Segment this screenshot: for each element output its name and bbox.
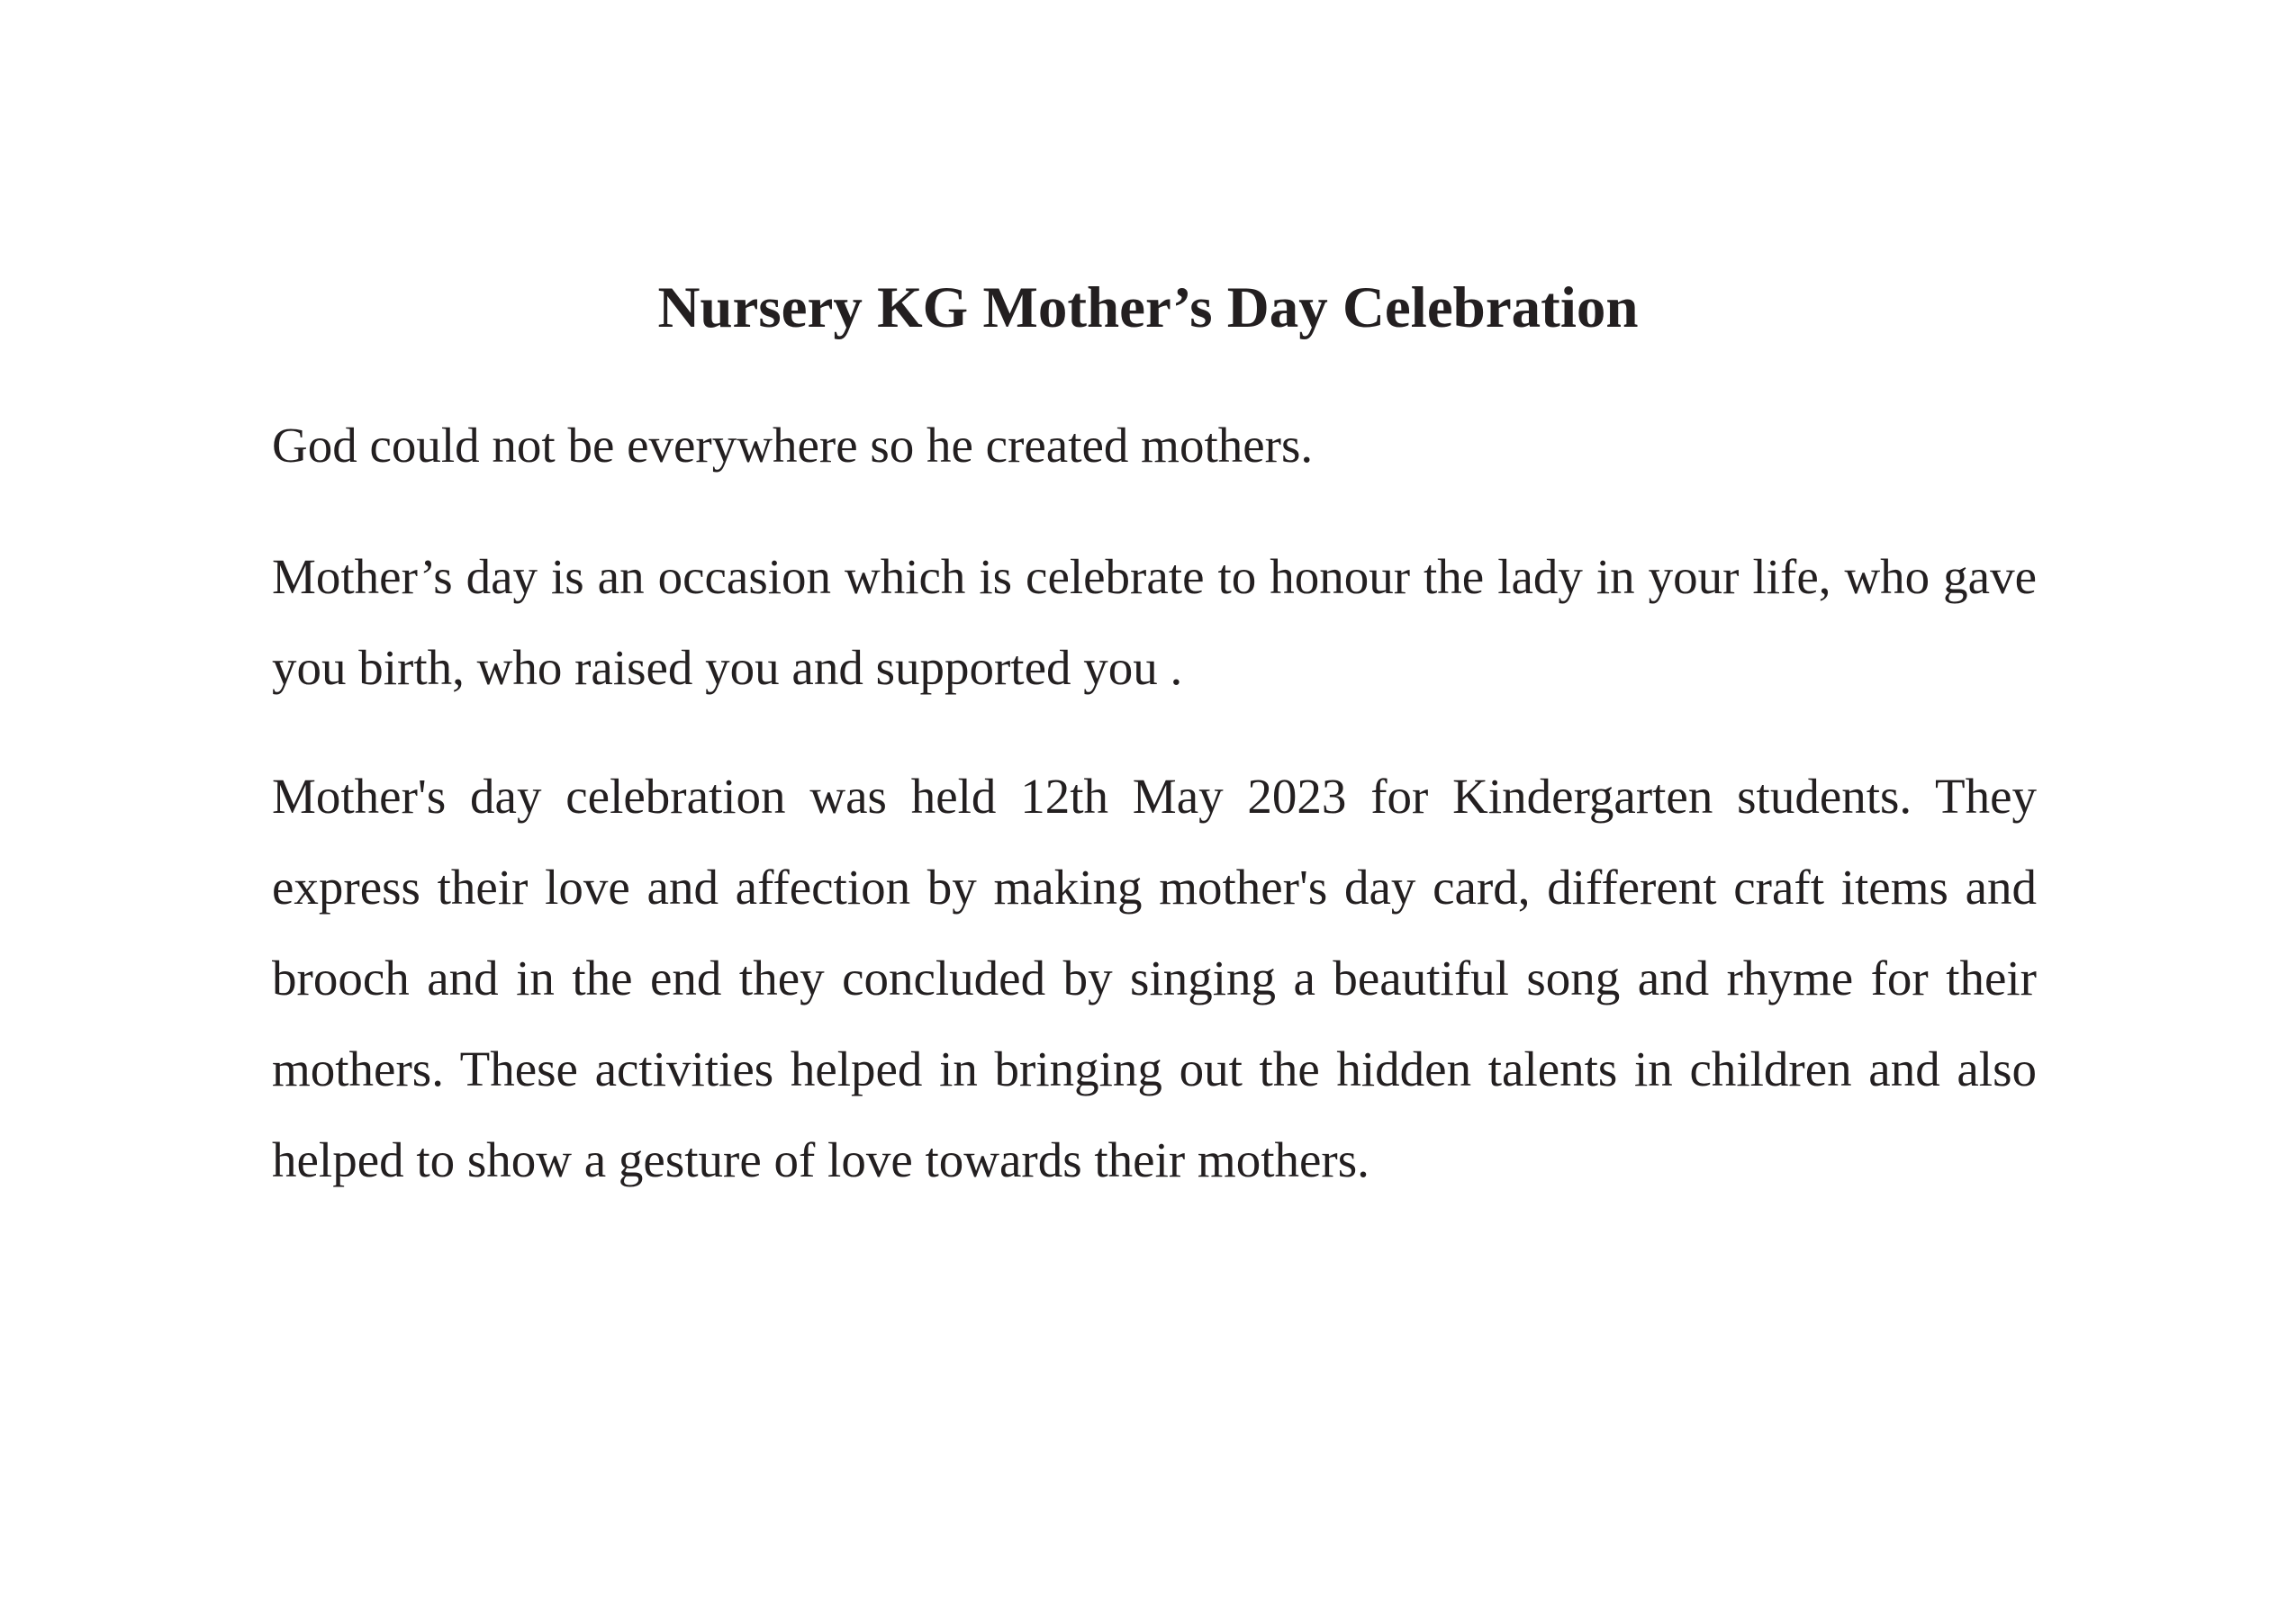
paragraph-celebration-details: Mother's day celebration was held 12th May 2023 for Kindergarten students. They express their love and affection by making mother's day card, different craft items and brooch and in the end they concluded by singing a beautiful song and rhyme for their mothers. These activities helped in bringing out the hidden talents in children and also helped to show a gesture of love towards their mothers. (272, 769, 2037, 1187)
paragraph-definition: Mother’s day is an occasion which is celebrate to honour the lady in your life, who gave you birth, who raised you and supported you . (272, 549, 2037, 695)
page-title: Nursery KG Mother’s Day Celebration (657, 275, 1639, 340)
paragraph-quote: God could not be everywhere so he created mothers. (272, 418, 1314, 473)
